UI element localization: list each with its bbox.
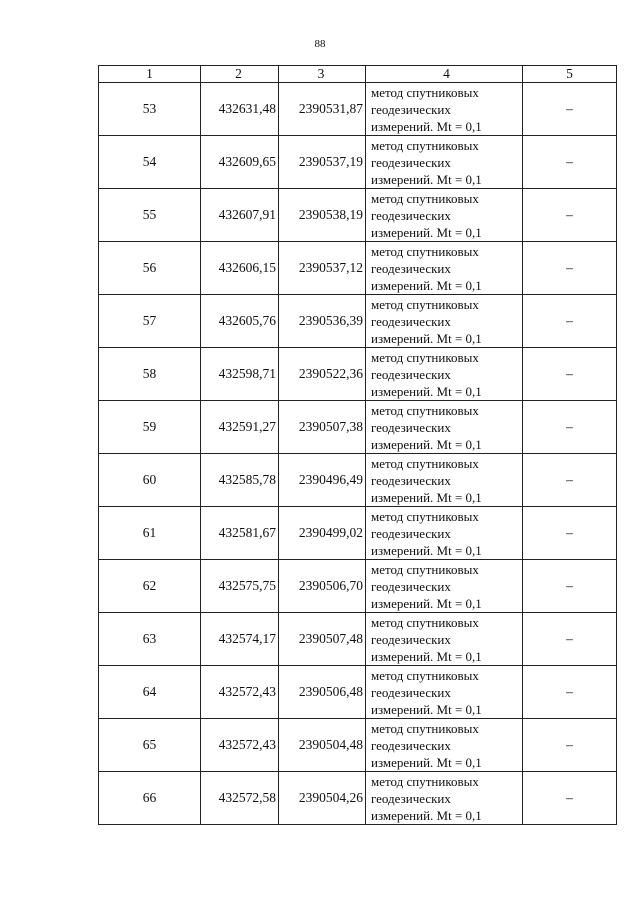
table-row bbox=[99, 666, 617, 719]
method-line: измерений. Mt = 0,1 bbox=[371, 489, 482, 505]
note-cell: – bbox=[523, 613, 617, 666]
method-line: измерений. Mt = 0,1 bbox=[371, 383, 482, 399]
y-coordinate-cell: 2390531,87 bbox=[279, 83, 366, 136]
y-coordinate-cell: 2390499,02 bbox=[279, 507, 366, 560]
method-line: геодезических bbox=[371, 366, 451, 382]
method-line: измерений. Mt = 0,1 bbox=[371, 436, 482, 452]
note-cell: – bbox=[523, 454, 617, 507]
point-number-cell: 58 bbox=[99, 348, 201, 401]
method-line: измерений. Mt = 0,1 bbox=[371, 701, 482, 717]
method-line: геодезических bbox=[371, 101, 451, 117]
method-line: измерений. Mt = 0,1 bbox=[371, 595, 482, 611]
table-row bbox=[99, 348, 617, 401]
point-number-cell: 66 bbox=[99, 772, 201, 825]
method-line: измерений. Mt = 0,1 bbox=[371, 807, 482, 823]
point-number-cell: 65 bbox=[99, 719, 201, 772]
table-row bbox=[99, 401, 617, 454]
table-row bbox=[99, 189, 617, 242]
method-line: метод спутниковых bbox=[371, 455, 479, 471]
table-row bbox=[99, 454, 617, 507]
x-coordinate-cell: 432574,17 bbox=[201, 613, 279, 666]
y-coordinate-cell: 2390507,48 bbox=[279, 613, 366, 666]
note-cell: – bbox=[523, 242, 617, 295]
y-coordinate-cell: 2390522,36 bbox=[279, 348, 366, 401]
point-number-cell: 61 bbox=[99, 507, 201, 560]
method-line: геодезических bbox=[371, 737, 451, 753]
x-coordinate-cell: 432575,75 bbox=[201, 560, 279, 613]
y-coordinate-cell: 2390507,38 bbox=[279, 401, 366, 454]
x-coordinate-cell: 432609,65 bbox=[201, 136, 279, 189]
method-line: геодезических bbox=[371, 260, 451, 276]
method-line: метод спутниковых bbox=[371, 296, 479, 312]
table-row bbox=[99, 719, 617, 772]
header-cell-2: 2 bbox=[201, 66, 279, 83]
y-coordinate-cell: 2390537,19 bbox=[279, 136, 366, 189]
point-number-cell: 54 bbox=[99, 136, 201, 189]
point-number-cell: 57 bbox=[99, 295, 201, 348]
note-cell: – bbox=[523, 189, 617, 242]
method-cell bbox=[366, 401, 523, 454]
method-line: метод спутниковых bbox=[371, 720, 479, 736]
point-number-cell: 59 bbox=[99, 401, 201, 454]
note-cell: – bbox=[523, 719, 617, 772]
y-coordinate-cell: 2390506,48 bbox=[279, 666, 366, 719]
table-row bbox=[99, 295, 617, 348]
note-cell: – bbox=[523, 666, 617, 719]
x-coordinate-cell: 432598,71 bbox=[201, 348, 279, 401]
method-line: геодезических bbox=[371, 631, 451, 647]
method-line: геодезических bbox=[371, 313, 451, 329]
point-number-cell: 64 bbox=[99, 666, 201, 719]
table-row bbox=[99, 242, 617, 295]
method-cell bbox=[366, 772, 523, 825]
method-cell bbox=[366, 666, 523, 719]
note-cell: – bbox=[523, 560, 617, 613]
coordinates-table bbox=[98, 65, 617, 825]
x-coordinate-cell: 432572,58 bbox=[201, 772, 279, 825]
method-line: измерений. Mt = 0,1 bbox=[371, 118, 482, 134]
method-line: геодезических bbox=[371, 684, 451, 700]
method-line: измерений. Mt = 0,1 bbox=[371, 754, 482, 770]
table-row bbox=[99, 560, 617, 613]
table-header-row bbox=[99, 66, 617, 83]
method-line: геодезических bbox=[371, 419, 451, 435]
note-cell: – bbox=[523, 401, 617, 454]
method-line: геодезических bbox=[371, 578, 451, 594]
method-line: метод спутниковых bbox=[371, 561, 479, 577]
method-cell bbox=[366, 242, 523, 295]
method-line: измерений. Mt = 0,1 bbox=[371, 542, 482, 558]
method-cell bbox=[366, 613, 523, 666]
method-cell bbox=[366, 507, 523, 560]
method-line: метод спутниковых bbox=[371, 190, 479, 206]
method-cell bbox=[366, 454, 523, 507]
point-number-cell: 60 bbox=[99, 454, 201, 507]
method-line: метод спутниковых bbox=[371, 773, 479, 789]
point-number-cell: 56 bbox=[99, 242, 201, 295]
header-cell-5: 5 bbox=[523, 66, 617, 83]
method-line: измерений. Mt = 0,1 bbox=[371, 224, 482, 240]
method-cell bbox=[366, 719, 523, 772]
x-coordinate-cell: 432607,91 bbox=[201, 189, 279, 242]
note-cell: – bbox=[523, 136, 617, 189]
method-line: метод спутниковых bbox=[371, 508, 479, 524]
method-cell bbox=[366, 295, 523, 348]
note-cell: – bbox=[523, 295, 617, 348]
method-cell bbox=[366, 136, 523, 189]
note-cell: – bbox=[523, 507, 617, 560]
x-coordinate-cell: 432585,78 bbox=[201, 454, 279, 507]
method-cell bbox=[366, 189, 523, 242]
y-coordinate-cell: 2390504,48 bbox=[279, 719, 366, 772]
method-line: метод спутниковых bbox=[371, 84, 479, 100]
method-cell bbox=[366, 83, 523, 136]
note-cell: – bbox=[523, 348, 617, 401]
method-line: метод спутниковых bbox=[371, 137, 479, 153]
method-line: метод спутниковых bbox=[371, 349, 479, 365]
method-line: измерений. Mt = 0,1 bbox=[371, 277, 482, 293]
y-coordinate-cell: 2390537,12 bbox=[279, 242, 366, 295]
method-line: измерений. Mt = 0,1 bbox=[371, 171, 482, 187]
table-row bbox=[99, 772, 617, 825]
method-line: геодезических bbox=[371, 154, 451, 170]
method-line: измерений. Mt = 0,1 bbox=[371, 330, 482, 346]
y-coordinate-cell: 2390536,39 bbox=[279, 295, 366, 348]
note-cell: – bbox=[523, 772, 617, 825]
x-coordinate-cell: 432591,27 bbox=[201, 401, 279, 454]
table-row bbox=[99, 136, 617, 189]
method-cell bbox=[366, 348, 523, 401]
method-line: геодезических bbox=[371, 525, 451, 541]
point-number-cell: 53 bbox=[99, 83, 201, 136]
page-number: 88 bbox=[314, 38, 326, 50]
x-coordinate-cell: 432606,15 bbox=[201, 242, 279, 295]
header-cell-3: 3 bbox=[279, 66, 366, 83]
method-line: измерений. Mt = 0,1 bbox=[371, 648, 482, 664]
header-cell-1: 1 bbox=[99, 66, 201, 83]
x-coordinate-cell: 432572,43 bbox=[201, 666, 279, 719]
method-line: метод спутниковых bbox=[371, 243, 479, 259]
point-number-cell: 62 bbox=[99, 560, 201, 613]
table-row bbox=[99, 83, 617, 136]
y-coordinate-cell: 2390504,26 bbox=[279, 772, 366, 825]
x-coordinate-cell: 432572,43 bbox=[201, 719, 279, 772]
method-line: метод спутниковых bbox=[371, 614, 479, 630]
y-coordinate-cell: 2390496,49 bbox=[279, 454, 366, 507]
point-number-cell: 55 bbox=[99, 189, 201, 242]
method-line: метод спутниковых bbox=[371, 667, 479, 683]
x-coordinate-cell: 432581,67 bbox=[201, 507, 279, 560]
table-row bbox=[99, 613, 617, 666]
header-cell-4: 4 bbox=[366, 66, 523, 83]
point-number-cell: 63 bbox=[99, 613, 201, 666]
x-coordinate-cell: 432605,76 bbox=[201, 295, 279, 348]
method-line: геодезических bbox=[371, 207, 451, 223]
x-coordinate-cell: 432631,48 bbox=[201, 83, 279, 136]
method-line: метод спутниковых bbox=[371, 402, 479, 418]
method-line: геодезических bbox=[371, 472, 451, 488]
y-coordinate-cell: 2390506,70 bbox=[279, 560, 366, 613]
table-row bbox=[99, 507, 617, 560]
y-coordinate-cell: 2390538,19 bbox=[279, 189, 366, 242]
method-cell bbox=[366, 560, 523, 613]
note-cell: – bbox=[523, 83, 617, 136]
method-line: геодезических bbox=[371, 790, 451, 806]
